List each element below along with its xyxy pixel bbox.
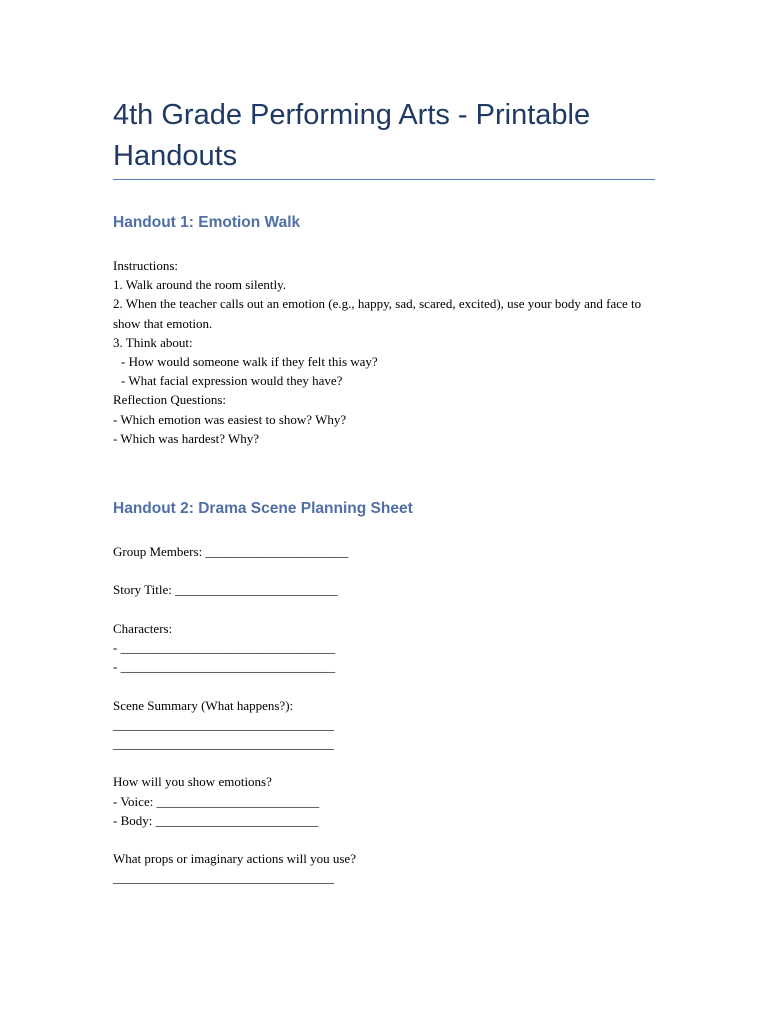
- instructions-label: Instructions:: [113, 258, 178, 273]
- group-members-field: Group Members: ______________________: [113, 544, 349, 559]
- reflection-question: - Which emotion was easiest to show? Why?: [113, 411, 347, 427]
- scene-summary-line: __________________________________: [113, 716, 334, 732]
- body-field: - Body: _________________________: [113, 812, 319, 828]
- title-underline: [113, 179, 655, 180]
- voice-field: - Voice: _________________________: [113, 793, 320, 809]
- think-about-item: - What facial expression would they have?: [121, 373, 343, 389]
- props-label: What props or imaginary actions will you use?: [113, 851, 356, 867]
- instruction-step: 2. When the teacher calls out an emotion (e.g., happy, sad, scared, excited), use your body and face to show that emotion.: [113, 296, 642, 331]
- props-line: __________________________________: [113, 870, 334, 886]
- characters-label: Characters:: [113, 620, 173, 636]
- story-title-field: Story Title: _________________________: [113, 582, 338, 598]
- handout-2-heading: Handout 2: Drama Scene Planning Sheet: [113, 500, 413, 517]
- character-line: - _________________________________: [113, 659, 336, 675]
- handout-1-body: [113, 256, 655, 448]
- handout-2-body: [113, 542, 655, 888]
- think-about-item: - How would someone walk if they felt this way?: [121, 354, 378, 370]
- character-line: - _________________________________: [113, 639, 336, 655]
- scene-summary-line: __________________________________: [113, 735, 334, 751]
- instruction-step: 3. Think about:: [113, 334, 193, 350]
- reflection-question: - Which was hardest? Why?: [113, 430, 260, 446]
- reflection-label: Reflection Questions:: [113, 392, 227, 408]
- handout-1-heading: Handout 1: Emotion Walk: [113, 214, 301, 231]
- emotions-label: How will you show emotions?: [113, 774, 272, 790]
- scene-summary-label: Scene Summary (What happens?):: [113, 697, 294, 713]
- document-title: 4th Grade Performing Arts - Printable Handouts: [113, 99, 591, 172]
- instruction-step: 1. Walk around the room silently.: [113, 277, 286, 293]
